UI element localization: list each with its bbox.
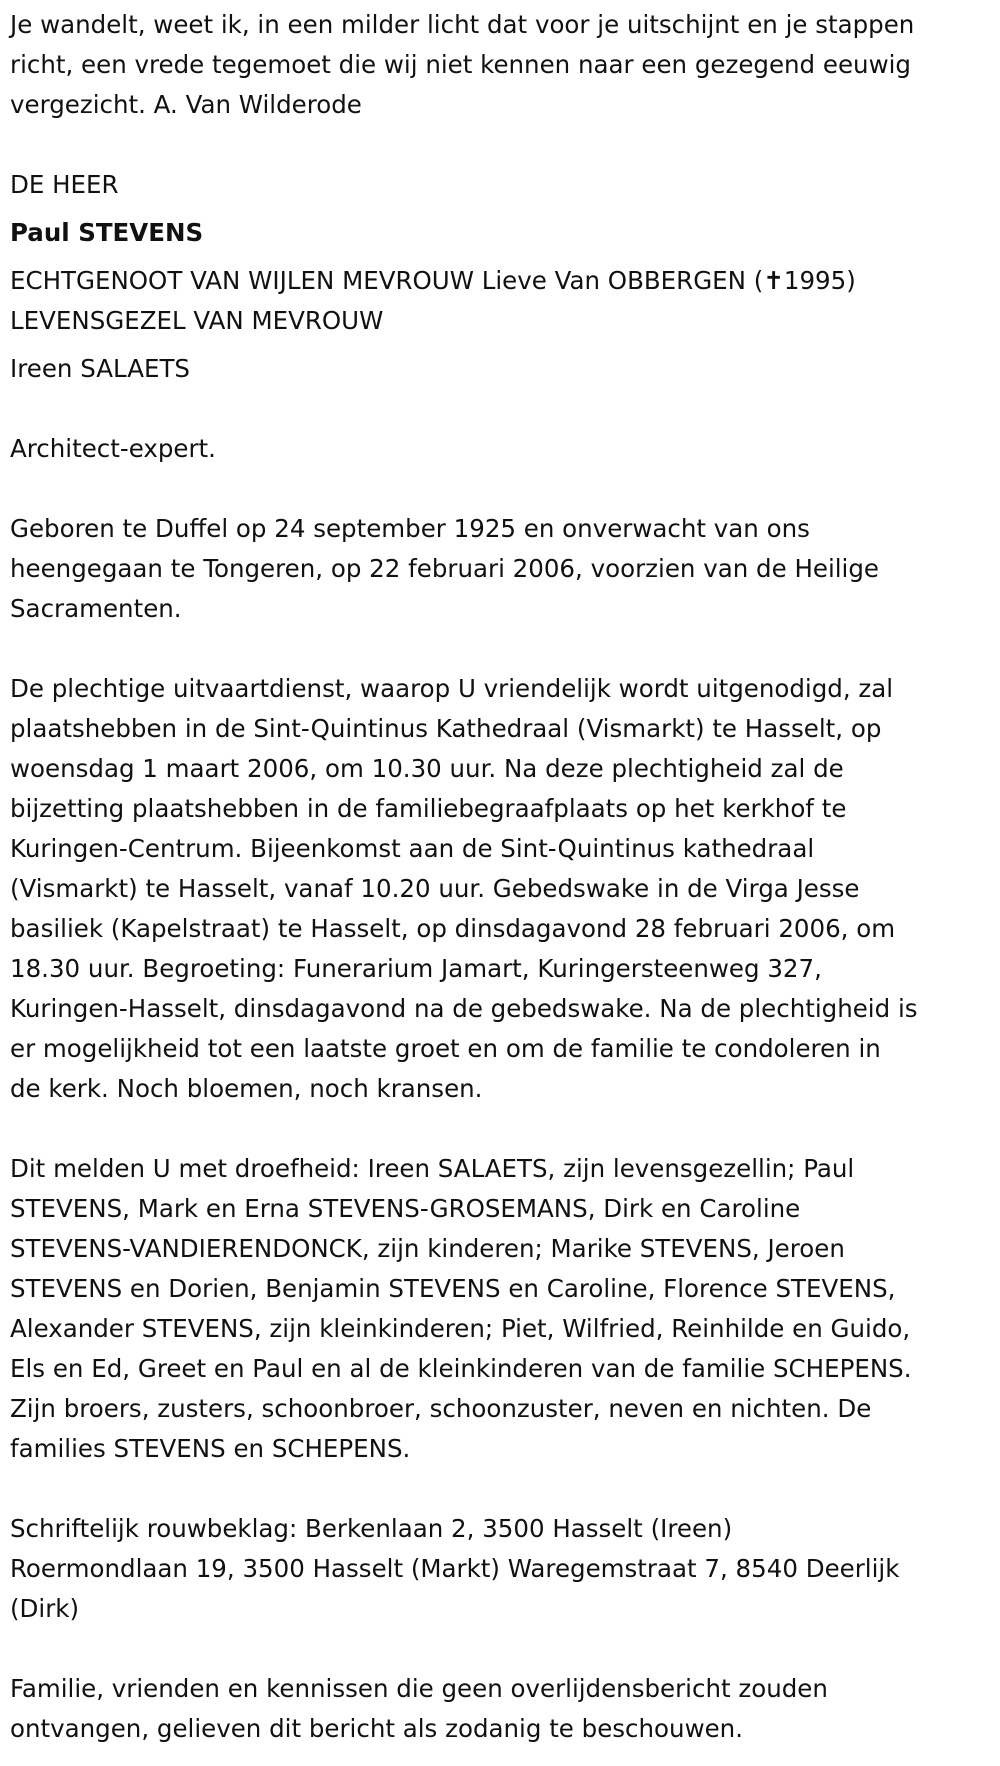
text-line: Kuringen-Hasselt, dinsdagavond na de gebedswake. Na de plechtigheid is: [10, 994, 918, 1023]
text-line: Sacramenten.: [10, 594, 182, 623]
salutation: DE HEER: [10, 170, 119, 199]
text-line: bijzetting plaatshebben in de familiebegraafplaats op het kerkhof te: [10, 794, 847, 823]
spacer: [10, 389, 990, 429]
text-line: woensdag 1 maart 2006, om 10.30 uur. Na deze plechtigheid zal de: [10, 754, 844, 783]
spacer: [10, 1629, 990, 1669]
spacer: [10, 205, 990, 213]
text-line: Alexander STEVENS, zijn kleinkinderen; Piet, Wilfried, Reinhilde en Guido,: [10, 1314, 911, 1343]
spacer: [10, 469, 990, 509]
text-line: STEVENS, Mark en Erna STEVENS-GROSEMANS, Dirk en Caroline: [10, 1194, 801, 1223]
text-line: Dit melden U met droefheid: Ireen SALAETS, zijn levensgezellin; Paul: [10, 1154, 855, 1183]
profession: Architect-expert.: [10, 434, 216, 463]
text-line: 18.30 uur. Begroeting: Funerarium Jamart, Kuringersteenweg 327,: [10, 954, 822, 983]
quote-line: Je wandelt, weet ik, in een milder licht dat voor je uitschijnt en je stappen: [10, 10, 915, 39]
closing-paragraph: [10, 1669, 990, 1749]
ceremony-paragraph: [10, 669, 990, 1109]
text-line: Zijn broers, zusters, schoonbroer, schoonzuster, neven en nichten. De: [10, 1394, 872, 1423]
text-line: heengegaan te Tongeren, op 22 februari 2006, voorzien van de Heilige: [10, 554, 879, 583]
spacer: [10, 629, 990, 669]
spacer: [10, 125, 990, 165]
spacer: [10, 1469, 990, 1509]
spacer: [10, 1109, 990, 1149]
text-line: ontvangen, gelieven dit bericht als zodanig te beschouwen.: [10, 1714, 744, 1743]
text-line: De plechtige uitvaartdienst, waarop U vriendelijk wordt uitgenodigd, zal: [10, 674, 894, 703]
spacer: [10, 341, 990, 349]
text-line: (Dirk): [10, 1594, 80, 1623]
text-line: Geboren te Duffel op 24 september 1925 en onverwacht van ons: [10, 514, 810, 543]
quote-line: vergezicht. A. Van Wilderode: [10, 90, 362, 119]
spouse-line: ECHTGENOOT VAN WIJLEN MEVROUW Lieve Van OBBERGEN (✝1995): [10, 266, 856, 295]
quote-line: richt, een vrede tegemoet die wij niet kennen naar een gezegend eeuwig: [10, 50, 911, 79]
text-line: STEVENS en Dorien, Benjamin STEVENS en Caroline, Florence STEVENS,: [10, 1274, 896, 1303]
family-paragraph: [10, 1149, 990, 1469]
text-line: Schriftelijk rouwbeklag: Berkenlaan 2, 3500 Hasselt (Ireen): [10, 1514, 733, 1543]
text-line: Kuringen-Centrum. Bijeenkomst aan de Sint-Quintinus kathedraal: [10, 834, 815, 863]
text-line: Familie, vrienden en kennissen die geen overlijdensbericht zouden: [10, 1674, 828, 1703]
deceased-name: Paul STEVENS: [10, 218, 204, 247]
text-line: basiliek (Kapelstraat) te Hasselt, op dinsdagavond 28 februari 2006, om: [10, 914, 896, 943]
birth-death-paragraph: [10, 509, 990, 629]
text-line: (Vismarkt) te Hasselt, vanaf 10.20 uur. Gebedswake in de Virga Jesse: [10, 874, 860, 903]
obituary-document: [10, 5, 990, 1749]
partner-label: LEVENSGEZEL VAN MEVROUW: [10, 306, 384, 335]
text-line: Roermondlaan 19, 3500 Hasselt (Markt) Waregemstraat 7, 8540 Deerlijk: [10, 1554, 900, 1583]
condolence-paragraph: [10, 1509, 990, 1629]
text-line: plaatshebben in de Sint-Quintinus Kathedraal (Vismarkt) te Hasselt, op: [10, 714, 882, 743]
text-line: er mogelijkheid tot een laatste groet en om de familie te condoleren in: [10, 1034, 881, 1063]
text-line: families STEVENS en SCHEPENS.: [10, 1434, 411, 1463]
text-line: de kerk. Noch bloemen, noch kransen.: [10, 1074, 483, 1103]
partner-name: Ireen SALAETS: [10, 354, 190, 383]
text-line: STEVENS-VANDIERENDONCK, zijn kinderen; Marike STEVENS, Jeroen: [10, 1234, 845, 1263]
quote-paragraph: [10, 5, 990, 125]
text-line: Els en Ed, Greet en Paul en al de kleinkinderen van de familie SCHEPENS.: [10, 1354, 912, 1383]
spacer: [10, 253, 990, 261]
